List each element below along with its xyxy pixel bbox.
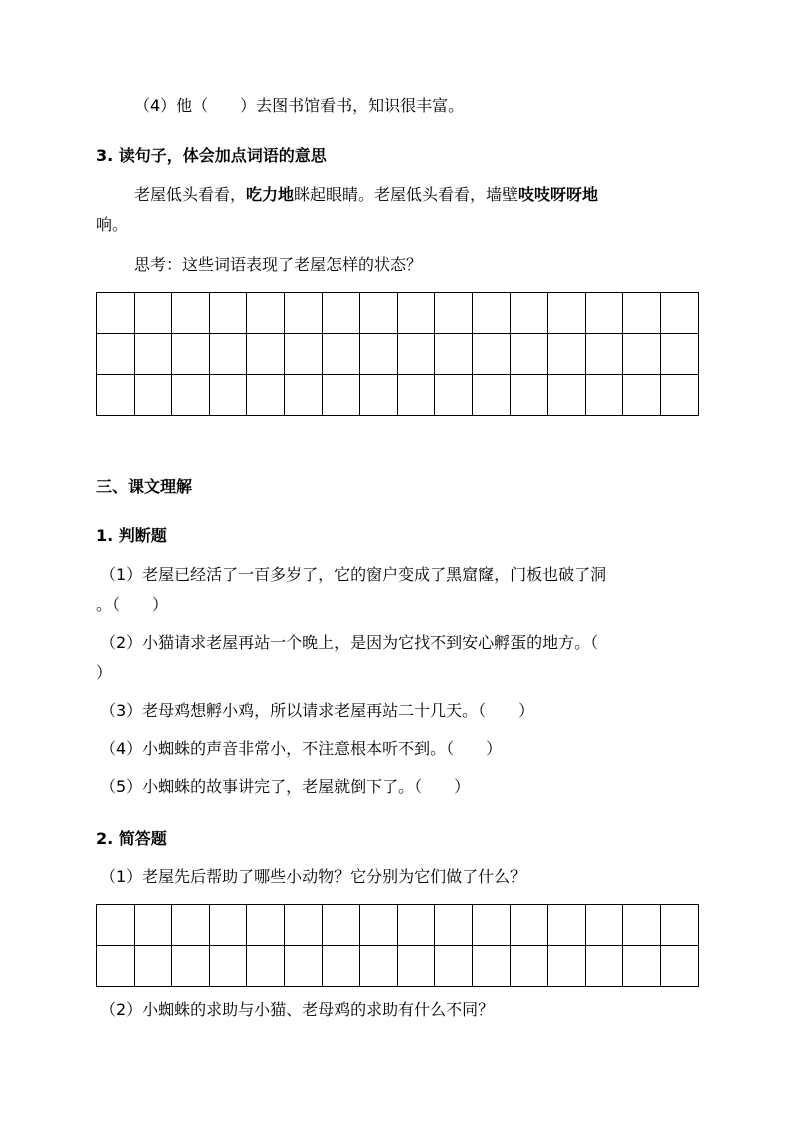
grid-cell[interactable] [585, 946, 623, 987]
grid-cell[interactable] [660, 334, 698, 375]
grid-cell[interactable] [172, 293, 210, 334]
grid-cell[interactable] [360, 905, 398, 946]
sentence-line-2: 响。 [96, 215, 129, 234]
grid-cell[interactable] [97, 905, 135, 946]
grid-cell[interactable] [360, 334, 398, 375]
grid-cell[interactable] [548, 293, 586, 334]
grid-cell[interactable] [548, 946, 586, 987]
grid-cell[interactable] [660, 293, 698, 334]
grid-cell[interactable] [172, 375, 210, 416]
short-answer-heading: 2. 简答题 [96, 829, 167, 848]
grid-row [97, 293, 699, 334]
grid-cell[interactable] [623, 375, 661, 416]
grid-cell[interactable] [472, 293, 510, 334]
grid-cell[interactable] [247, 946, 285, 987]
grid-cell[interactable] [209, 334, 247, 375]
judge-item-3: （3）老母鸡想孵小鸡，所以请求老屋再站二十几天。（ ） [100, 701, 535, 720]
grid-cell[interactable] [510, 334, 548, 375]
grid-cell[interactable] [97, 293, 135, 334]
grid-cell[interactable] [435, 334, 473, 375]
grid-cell[interactable] [97, 334, 135, 375]
sentence-seg-2: 眯起眼睛。老屋低头看看，墙壁 [294, 185, 519, 204]
grid-cell[interactable] [209, 946, 247, 987]
judge-item-2-cont: ） [96, 663, 113, 682]
judge-item-1-cont: 。（ ） [96, 595, 169, 614]
grid-cell[interactable] [397, 334, 435, 375]
grid-cell[interactable] [322, 905, 360, 946]
grid-cell[interactable] [435, 905, 473, 946]
grid-cell[interactable] [172, 334, 210, 375]
grid-cell[interactable] [209, 293, 247, 334]
grid-cell[interactable] [360, 946, 398, 987]
grid-cell[interactable] [134, 946, 172, 987]
grid-cell[interactable] [510, 946, 548, 987]
grid-cell[interactable] [397, 293, 435, 334]
grid-cell[interactable] [322, 334, 360, 375]
grid-cell[interactable] [623, 946, 661, 987]
bold-phrase-1: 吃力地 [246, 185, 295, 204]
grid-cell[interactable] [548, 375, 586, 416]
grid-cell[interactable] [284, 905, 322, 946]
grid-cell[interactable] [322, 946, 360, 987]
grid-cell[interactable] [360, 375, 398, 416]
short-question-2: （2）小蜘蛛的求助与小猫、老母鸡的求助有什么不同？ [100, 1000, 495, 1019]
answer-grid-2[interactable] [96, 904, 699, 987]
grid-cell[interactable] [472, 946, 510, 987]
grid-cell[interactable] [134, 334, 172, 375]
grid-cell[interactable] [623, 293, 661, 334]
grid-cell[interactable] [134, 905, 172, 946]
grid-cell[interactable] [360, 293, 398, 334]
grid-cell[interactable] [585, 905, 623, 946]
grid-cell[interactable] [209, 375, 247, 416]
judge-item-1: （1）老屋已经活了一百多岁了，它的窗户变成了黑窟窿，门板也破了洞 [100, 565, 607, 584]
sentence-line-1 [134, 184, 598, 206]
grid-cell[interactable] [435, 293, 473, 334]
grid-row [97, 334, 699, 375]
grid-cell[interactable] [472, 334, 510, 375]
grid-cell[interactable] [247, 293, 285, 334]
grid-cell[interactable] [585, 334, 623, 375]
bold-phrase-2: 吱吱呀呀地 [518, 185, 599, 204]
grid-cell[interactable] [97, 946, 135, 987]
grid-cell[interactable] [172, 946, 210, 987]
grid-cell[interactable] [247, 375, 285, 416]
judge-heading: 1. 判断题 [96, 526, 167, 545]
grid-cell[interactable] [284, 375, 322, 416]
grid-cell[interactable] [97, 375, 135, 416]
judge-item-5: （5）小蜘蛛的故事讲完了，老屋就倒下了。（ ） [100, 777, 471, 796]
grid-cell[interactable] [510, 905, 548, 946]
grid-cell[interactable] [209, 905, 247, 946]
grid-cell[interactable] [585, 375, 623, 416]
grid-cell[interactable] [322, 293, 360, 334]
grid-cell[interactable] [284, 946, 322, 987]
grid-cell[interactable] [472, 375, 510, 416]
exercise-item-4: （4）他（ ）去图书馆看书，知识很丰富。 [134, 96, 465, 115]
grid-cell[interactable] [623, 334, 661, 375]
grid-cell[interactable] [397, 946, 435, 987]
grid-cell[interactable] [548, 905, 586, 946]
grid-cell[interactable] [247, 905, 285, 946]
grid-cell[interactable] [397, 375, 435, 416]
grid-cell[interactable] [322, 375, 360, 416]
grid-cell[interactable] [585, 293, 623, 334]
judge-item-2: （2）小猫请求老屋再站一个晚上，是因为它找不到安心孵蛋的地方。（ [100, 633, 599, 652]
answer-grid-1[interactable] [96, 292, 699, 416]
grid-cell[interactable] [660, 905, 698, 946]
grid-cell[interactable] [247, 334, 285, 375]
grid-cell[interactable] [623, 905, 661, 946]
grid-cell[interactable] [435, 375, 473, 416]
grid-cell[interactable] [472, 905, 510, 946]
grid-cell[interactable] [510, 293, 548, 334]
question-3-heading: 3. 读句子，体会加点词语的意思 [96, 146, 327, 165]
grid-cell[interactable] [397, 905, 435, 946]
grid-cell[interactable] [510, 375, 548, 416]
judge-item-4: （4）小蜘蛛的声音非常小，不注意根本听不到。（ ） [100, 739, 503, 758]
grid-row [97, 375, 699, 416]
grid-cell[interactable] [172, 905, 210, 946]
grid-cell[interactable] [134, 293, 172, 334]
grid-cell[interactable] [134, 375, 172, 416]
grid-row [97, 905, 699, 946]
grid-row [97, 946, 699, 987]
grid-cell[interactable] [284, 293, 322, 334]
grid-cell[interactable] [284, 334, 322, 375]
short-question-1: （1）老屋先后帮助了哪些小动物？它分别为它们做了什么？ [100, 867, 527, 886]
grid-cell[interactable] [548, 334, 586, 375]
grid-cell[interactable] [660, 946, 698, 987]
section-3-title: 三、课文理解 [96, 477, 193, 496]
grid-cell[interactable] [435, 946, 473, 987]
sentence-seg-1: 老屋低头看看， [134, 185, 247, 204]
think-prompt: 思考：这些词语表现了老屋怎样的状态？ [134, 255, 423, 274]
grid-cell[interactable] [660, 375, 698, 416]
